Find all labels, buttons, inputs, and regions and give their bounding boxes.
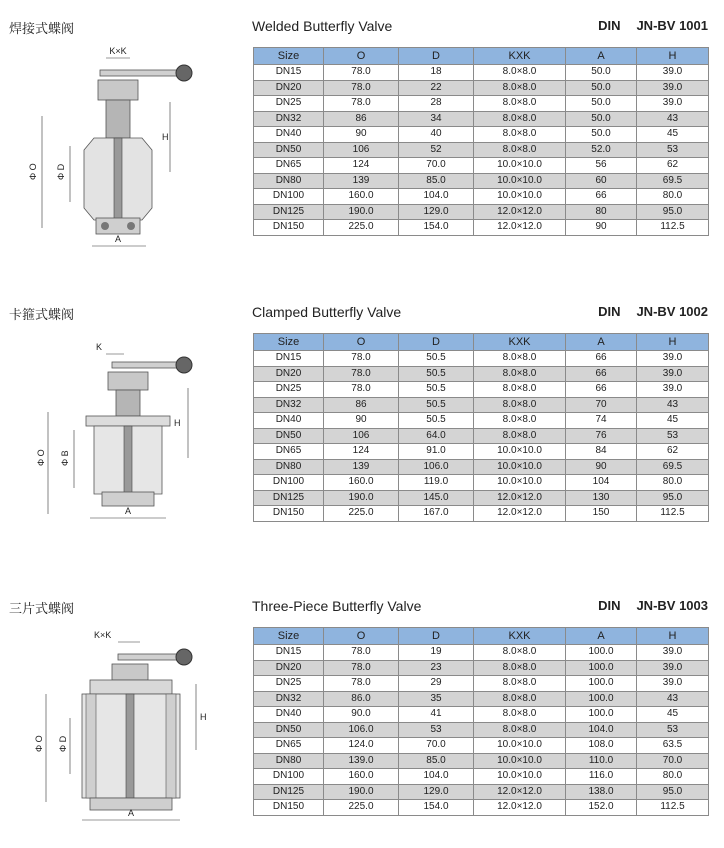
cell-h: 63.5 xyxy=(637,738,709,754)
cell-o: 78.0 xyxy=(324,80,399,96)
cell-kxk: 8.0×8.0 xyxy=(474,722,566,738)
cell-h: 53 xyxy=(637,428,709,444)
cell-o: 190.0 xyxy=(324,784,399,800)
cell-d: 106.0 xyxy=(399,459,474,475)
table-row xyxy=(254,800,709,816)
cell-size: DN80 xyxy=(254,173,324,189)
cell-a: 66 xyxy=(566,382,637,398)
cell-d: 50.5 xyxy=(399,413,474,429)
standard-label: DIN xyxy=(598,304,621,319)
cell-o: 139.0 xyxy=(324,753,399,769)
table-header-row xyxy=(254,628,709,645)
cell-kxk: 8.0×8.0 xyxy=(474,413,566,429)
cell-a: 110.0 xyxy=(566,753,637,769)
column-header-o: O xyxy=(324,334,399,351)
product-code xyxy=(598,598,708,613)
cell-a: 60 xyxy=(566,173,637,189)
column-header-a: A xyxy=(566,628,637,645)
cell-kxk: 10.0×10.0 xyxy=(474,459,566,475)
table-row xyxy=(254,428,709,444)
dim-h: H xyxy=(200,712,207,722)
cell-h: 70.0 xyxy=(637,753,709,769)
cell-a: 150 xyxy=(566,506,637,522)
cell-d: 85.0 xyxy=(399,173,474,189)
cell-d: 70.0 xyxy=(399,158,474,174)
cell-a: 50.0 xyxy=(566,127,637,143)
cell-size: DN150 xyxy=(254,800,324,816)
product-code xyxy=(598,18,708,33)
cell-h: 39.0 xyxy=(637,366,709,382)
cell-d: 119.0 xyxy=(399,475,474,491)
cell-h: 39.0 xyxy=(637,660,709,676)
cell-size: DN150 xyxy=(254,506,324,522)
cell-size: DN20 xyxy=(254,660,324,676)
cell-h: 69.5 xyxy=(637,459,709,475)
column-header-h: H xyxy=(637,334,709,351)
cell-o: 160.0 xyxy=(324,189,399,205)
cell-size: DN125 xyxy=(254,204,324,220)
cell-o: 160.0 xyxy=(324,475,399,491)
cell-o: 106 xyxy=(324,428,399,444)
cell-d: 104.0 xyxy=(399,769,474,785)
cell-h: 45 xyxy=(637,707,709,723)
cell-kxk: 8.0×8.0 xyxy=(474,428,566,444)
cell-size: DN32 xyxy=(254,111,324,127)
cell-size: DN20 xyxy=(254,366,324,382)
cell-kxk: 12.0×12.0 xyxy=(474,204,566,220)
cell-o: 225.0 xyxy=(324,800,399,816)
cell-h: 45 xyxy=(637,413,709,429)
cell-size: DN50 xyxy=(254,722,324,738)
cell-kxk: 8.0×8.0 xyxy=(474,366,566,382)
cell-a: 90 xyxy=(566,220,637,236)
cell-size: DN65 xyxy=(254,158,324,174)
dim-a: A xyxy=(124,506,132,516)
cell-a: 100.0 xyxy=(566,707,637,723)
cell-d: 154.0 xyxy=(399,800,474,816)
cell-d: 70.0 xyxy=(399,738,474,754)
table-row xyxy=(254,351,709,367)
valve-drawing-clamped xyxy=(20,328,230,538)
cell-o: 225.0 xyxy=(324,220,399,236)
en-title: Clamped Butterfly Valve xyxy=(252,304,402,320)
cn-title: 三片式蝶阀 xyxy=(9,602,75,617)
column-header-kxk: KXK xyxy=(474,628,566,645)
cell-size: DN80 xyxy=(254,753,324,769)
cell-a: 74 xyxy=(566,413,637,429)
cell-d: 52 xyxy=(399,142,474,158)
table-row xyxy=(254,691,709,707)
cell-o: 86 xyxy=(324,397,399,413)
cell-h: 112.5 xyxy=(637,800,709,816)
model-label: JN-BV 1003 xyxy=(636,598,708,613)
cell-a: 50.0 xyxy=(566,65,637,81)
cell-size: DN40 xyxy=(254,707,324,723)
cell-o: 139 xyxy=(324,173,399,189)
table-row xyxy=(254,707,709,723)
cell-a: 100.0 xyxy=(566,660,637,676)
table-row xyxy=(254,722,709,738)
cell-d: 29 xyxy=(399,676,474,692)
cell-kxk: 8.0×8.0 xyxy=(474,111,566,127)
cell-a: 100.0 xyxy=(566,691,637,707)
cell-a: 104 xyxy=(566,475,637,491)
cell-size: DN25 xyxy=(254,96,324,112)
dim-o: Φ O xyxy=(28,163,38,180)
cell-o: 139 xyxy=(324,459,399,475)
table-row xyxy=(254,784,709,800)
table-row xyxy=(254,220,709,236)
cell-a: 100.0 xyxy=(566,645,637,661)
table-row xyxy=(254,65,709,81)
cell-o: 78.0 xyxy=(324,96,399,112)
cell-d: 145.0 xyxy=(399,490,474,506)
cell-o: 78.0 xyxy=(324,676,399,692)
cell-size: DN40 xyxy=(254,413,324,429)
table-row xyxy=(254,127,709,143)
cell-size: DN100 xyxy=(254,769,324,785)
cell-a: 130 xyxy=(566,490,637,506)
table-row xyxy=(254,142,709,158)
column-header-size: Size xyxy=(254,334,324,351)
cell-h: 39.0 xyxy=(637,65,709,81)
cell-a: 70 xyxy=(566,397,637,413)
table-row xyxy=(254,769,709,785)
column-header-o: O xyxy=(324,48,399,65)
cell-d: 50.5 xyxy=(399,351,474,367)
cell-d: 154.0 xyxy=(399,220,474,236)
cell-o: 90 xyxy=(324,413,399,429)
cell-h: 53 xyxy=(637,142,709,158)
cell-o: 124 xyxy=(324,158,399,174)
cell-kxk: 12.0×12.0 xyxy=(474,800,566,816)
cell-kxk: 12.0×12.0 xyxy=(474,506,566,522)
cell-d: 22 xyxy=(399,80,474,96)
table-row xyxy=(254,444,709,460)
cell-kxk: 10.0×10.0 xyxy=(474,753,566,769)
cell-h: 95.0 xyxy=(637,204,709,220)
table-row xyxy=(254,738,709,754)
cell-h: 112.5 xyxy=(637,506,709,522)
table-header-row xyxy=(254,48,709,65)
column-header-kxk: KXK xyxy=(474,334,566,351)
cell-d: 91.0 xyxy=(399,444,474,460)
cell-o: 78.0 xyxy=(324,382,399,398)
cell-o: 124 xyxy=(324,444,399,460)
cell-a: 50.0 xyxy=(566,96,637,112)
valve-drawing-three-piece xyxy=(20,622,230,832)
cell-h: 112.5 xyxy=(637,220,709,236)
cell-o: 86.0 xyxy=(324,691,399,707)
cell-d: 40 xyxy=(399,127,474,143)
table-row xyxy=(254,676,709,692)
cell-size: DN25 xyxy=(254,676,324,692)
dim-d: Φ D xyxy=(56,163,66,180)
cell-o: 86 xyxy=(324,111,399,127)
cell-d: 19 xyxy=(399,645,474,661)
cell-kxk: 8.0×8.0 xyxy=(474,397,566,413)
cell-kxk: 12.0×12.0 xyxy=(474,784,566,800)
cell-h: 39.0 xyxy=(637,676,709,692)
table-row xyxy=(254,80,709,96)
cell-h: 43 xyxy=(637,691,709,707)
cell-d: 167.0 xyxy=(399,506,474,522)
cell-a: 80 xyxy=(566,204,637,220)
cell-a: 108.0 xyxy=(566,738,637,754)
cell-d: 104.0 xyxy=(399,189,474,205)
table-row xyxy=(254,173,709,189)
cell-kxk: 8.0×8.0 xyxy=(474,96,566,112)
column-header-kxk: KXK xyxy=(474,48,566,65)
cell-d: 18 xyxy=(399,65,474,81)
cell-h: 43 xyxy=(637,111,709,127)
cell-h: 80.0 xyxy=(637,475,709,491)
dim-a: A xyxy=(114,234,122,244)
cell-kxk: 8.0×8.0 xyxy=(474,142,566,158)
cell-h: 39.0 xyxy=(637,645,709,661)
cell-o: 78.0 xyxy=(324,366,399,382)
cell-size: DN15 xyxy=(254,645,324,661)
cell-size: DN150 xyxy=(254,220,324,236)
cell-o: 106.0 xyxy=(324,722,399,738)
cell-size: DN50 xyxy=(254,142,324,158)
cell-h: 39.0 xyxy=(637,96,709,112)
dim-kk: K×K xyxy=(109,46,127,56)
cn-title: 焊接式蝶阀 xyxy=(9,22,75,37)
cell-d: 53 xyxy=(399,722,474,738)
cell-kxk: 10.0×10.0 xyxy=(474,444,566,460)
cell-kxk: 8.0×8.0 xyxy=(474,127,566,143)
table-row xyxy=(254,475,709,491)
cell-d: 23 xyxy=(399,660,474,676)
column-header-size: Size xyxy=(254,48,324,65)
en-title: Three-Piece Butterfly Valve xyxy=(252,598,422,614)
dim-d: Φ D xyxy=(58,735,68,752)
cell-size: DN100 xyxy=(254,189,324,205)
cell-a: 56 xyxy=(566,158,637,174)
cell-a: 138.0 xyxy=(566,784,637,800)
cell-size: DN65 xyxy=(254,444,324,460)
cell-size: DN100 xyxy=(254,475,324,491)
cell-d: 41 xyxy=(399,707,474,723)
column-header-h: H xyxy=(637,48,709,65)
cell-o: 124.0 xyxy=(324,738,399,754)
cell-kxk: 8.0×8.0 xyxy=(474,707,566,723)
cell-size: DN25 xyxy=(254,382,324,398)
cell-a: 50.0 xyxy=(566,80,637,96)
table-row xyxy=(254,397,709,413)
cell-o: 78.0 xyxy=(324,660,399,676)
column-header-d: D xyxy=(399,334,474,351)
table-row xyxy=(254,204,709,220)
cell-a: 66 xyxy=(566,351,637,367)
cell-a: 52.0 xyxy=(566,142,637,158)
cell-a: 116.0 xyxy=(566,769,637,785)
dim-h: H xyxy=(174,418,181,428)
table-row xyxy=(254,158,709,174)
cell-size: DN50 xyxy=(254,428,324,444)
cell-size: DN20 xyxy=(254,80,324,96)
cell-a: 50.0 xyxy=(566,111,637,127)
cell-a: 66 xyxy=(566,366,637,382)
cell-size: DN125 xyxy=(254,490,324,506)
cell-size: DN65 xyxy=(254,738,324,754)
cell-a: 76 xyxy=(566,428,637,444)
dim-k: K xyxy=(96,342,103,352)
section-clamped xyxy=(0,304,724,554)
cell-kxk: 12.0×12.0 xyxy=(474,220,566,236)
column-header-a: A xyxy=(566,334,637,351)
cell-o: 90 xyxy=(324,127,399,143)
cn-title: 卡箍式蝶阀 xyxy=(9,308,75,323)
model-label: JN-BV 1002 xyxy=(636,304,708,319)
model-label: JN-BV 1001 xyxy=(636,18,708,33)
table-row xyxy=(254,645,709,661)
cell-d: 34 xyxy=(399,111,474,127)
cell-d: 129.0 xyxy=(399,204,474,220)
cell-o: 190.0 xyxy=(324,204,399,220)
cell-d: 50.5 xyxy=(399,366,474,382)
cell-size: DN40 xyxy=(254,127,324,143)
cell-h: 39.0 xyxy=(637,351,709,367)
column-header-d: D xyxy=(399,48,474,65)
column-header-h: H xyxy=(637,628,709,645)
table-row xyxy=(254,490,709,506)
dim-o: Φ O xyxy=(34,735,44,752)
cell-h: 80.0 xyxy=(637,189,709,205)
cell-a: 90 xyxy=(566,459,637,475)
cell-o: 225.0 xyxy=(324,506,399,522)
table-row xyxy=(254,459,709,475)
cell-h: 80.0 xyxy=(637,769,709,785)
cell-o: 78.0 xyxy=(324,65,399,81)
cell-d: 129.0 xyxy=(399,784,474,800)
table-header-row xyxy=(254,334,709,351)
cell-kxk: 10.0×10.0 xyxy=(474,173,566,189)
cell-kxk: 10.0×10.0 xyxy=(474,738,566,754)
column-header-o: O xyxy=(324,628,399,645)
spec-table xyxy=(253,47,709,236)
cell-h: 62 xyxy=(637,158,709,174)
cell-kxk: 10.0×10.0 xyxy=(474,475,566,491)
section-three-piece xyxy=(0,598,724,848)
cell-d: 50.5 xyxy=(399,397,474,413)
cell-kxk: 8.0×8.0 xyxy=(474,645,566,661)
cell-kxk: 8.0×8.0 xyxy=(474,65,566,81)
table-row xyxy=(254,111,709,127)
column-header-a: A xyxy=(566,48,637,65)
cell-h: 69.5 xyxy=(637,173,709,189)
dim-o: Φ O xyxy=(36,449,46,466)
table-row xyxy=(254,506,709,522)
cell-a: 104.0 xyxy=(566,722,637,738)
section-welded xyxy=(0,18,724,268)
cell-size: DN15 xyxy=(254,65,324,81)
spec-table xyxy=(253,627,709,816)
cell-h: 95.0 xyxy=(637,784,709,800)
table-row xyxy=(254,413,709,429)
cell-a: 152.0 xyxy=(566,800,637,816)
dim-h: H xyxy=(162,132,169,142)
cell-a: 66 xyxy=(566,189,637,205)
cell-o: 90.0 xyxy=(324,707,399,723)
cell-h: 43 xyxy=(637,397,709,413)
standard-label: DIN xyxy=(598,18,621,33)
en-title: Welded Butterfly Valve xyxy=(252,18,393,34)
cell-h: 95.0 xyxy=(637,490,709,506)
cell-a: 84 xyxy=(566,444,637,460)
cell-kxk: 10.0×10.0 xyxy=(474,189,566,205)
cell-size: DN80 xyxy=(254,459,324,475)
cell-kxk: 10.0×10.0 xyxy=(474,158,566,174)
product-code xyxy=(598,304,708,319)
dim-a: A xyxy=(127,808,135,818)
table-row xyxy=(254,660,709,676)
cell-size: DN15 xyxy=(254,351,324,367)
cell-size: DN32 xyxy=(254,397,324,413)
table-row xyxy=(254,753,709,769)
cell-h: 45 xyxy=(637,127,709,143)
cell-h: 39.0 xyxy=(637,382,709,398)
cell-kxk: 8.0×8.0 xyxy=(474,691,566,707)
cell-d: 50.5 xyxy=(399,382,474,398)
dim-b: Φ B xyxy=(60,450,70,466)
column-header-size: Size xyxy=(254,628,324,645)
table-row xyxy=(254,96,709,112)
cell-d: 35 xyxy=(399,691,474,707)
cell-o: 106 xyxy=(324,142,399,158)
cell-o: 78.0 xyxy=(324,351,399,367)
cell-size: DN32 xyxy=(254,691,324,707)
column-header-d: D xyxy=(399,628,474,645)
cell-a: 100.0 xyxy=(566,676,637,692)
cell-h: 53 xyxy=(637,722,709,738)
cell-kxk: 8.0×8.0 xyxy=(474,80,566,96)
cell-kxk: 10.0×10.0 xyxy=(474,769,566,785)
cell-o: 190.0 xyxy=(324,490,399,506)
cell-kxk: 12.0×12.0 xyxy=(474,490,566,506)
cell-kxk: 8.0×8.0 xyxy=(474,660,566,676)
cell-d: 85.0 xyxy=(399,753,474,769)
cell-kxk: 8.0×8.0 xyxy=(474,382,566,398)
cell-kxk: 8.0×8.0 xyxy=(474,676,566,692)
cell-d: 28 xyxy=(399,96,474,112)
cell-size: DN125 xyxy=(254,784,324,800)
table-row xyxy=(254,366,709,382)
table-row xyxy=(254,382,709,398)
cell-kxk: 8.0×8.0 xyxy=(474,351,566,367)
valve-drawing-welded xyxy=(20,42,230,252)
cell-h: 39.0 xyxy=(637,80,709,96)
table-row xyxy=(254,189,709,205)
cell-d: 64.0 xyxy=(399,428,474,444)
dim-kk: K×K xyxy=(94,630,112,640)
cell-o: 160.0 xyxy=(324,769,399,785)
standard-label: DIN xyxy=(598,598,621,613)
cell-o: 78.0 xyxy=(324,645,399,661)
spec-table xyxy=(253,333,709,522)
cell-h: 62 xyxy=(637,444,709,460)
